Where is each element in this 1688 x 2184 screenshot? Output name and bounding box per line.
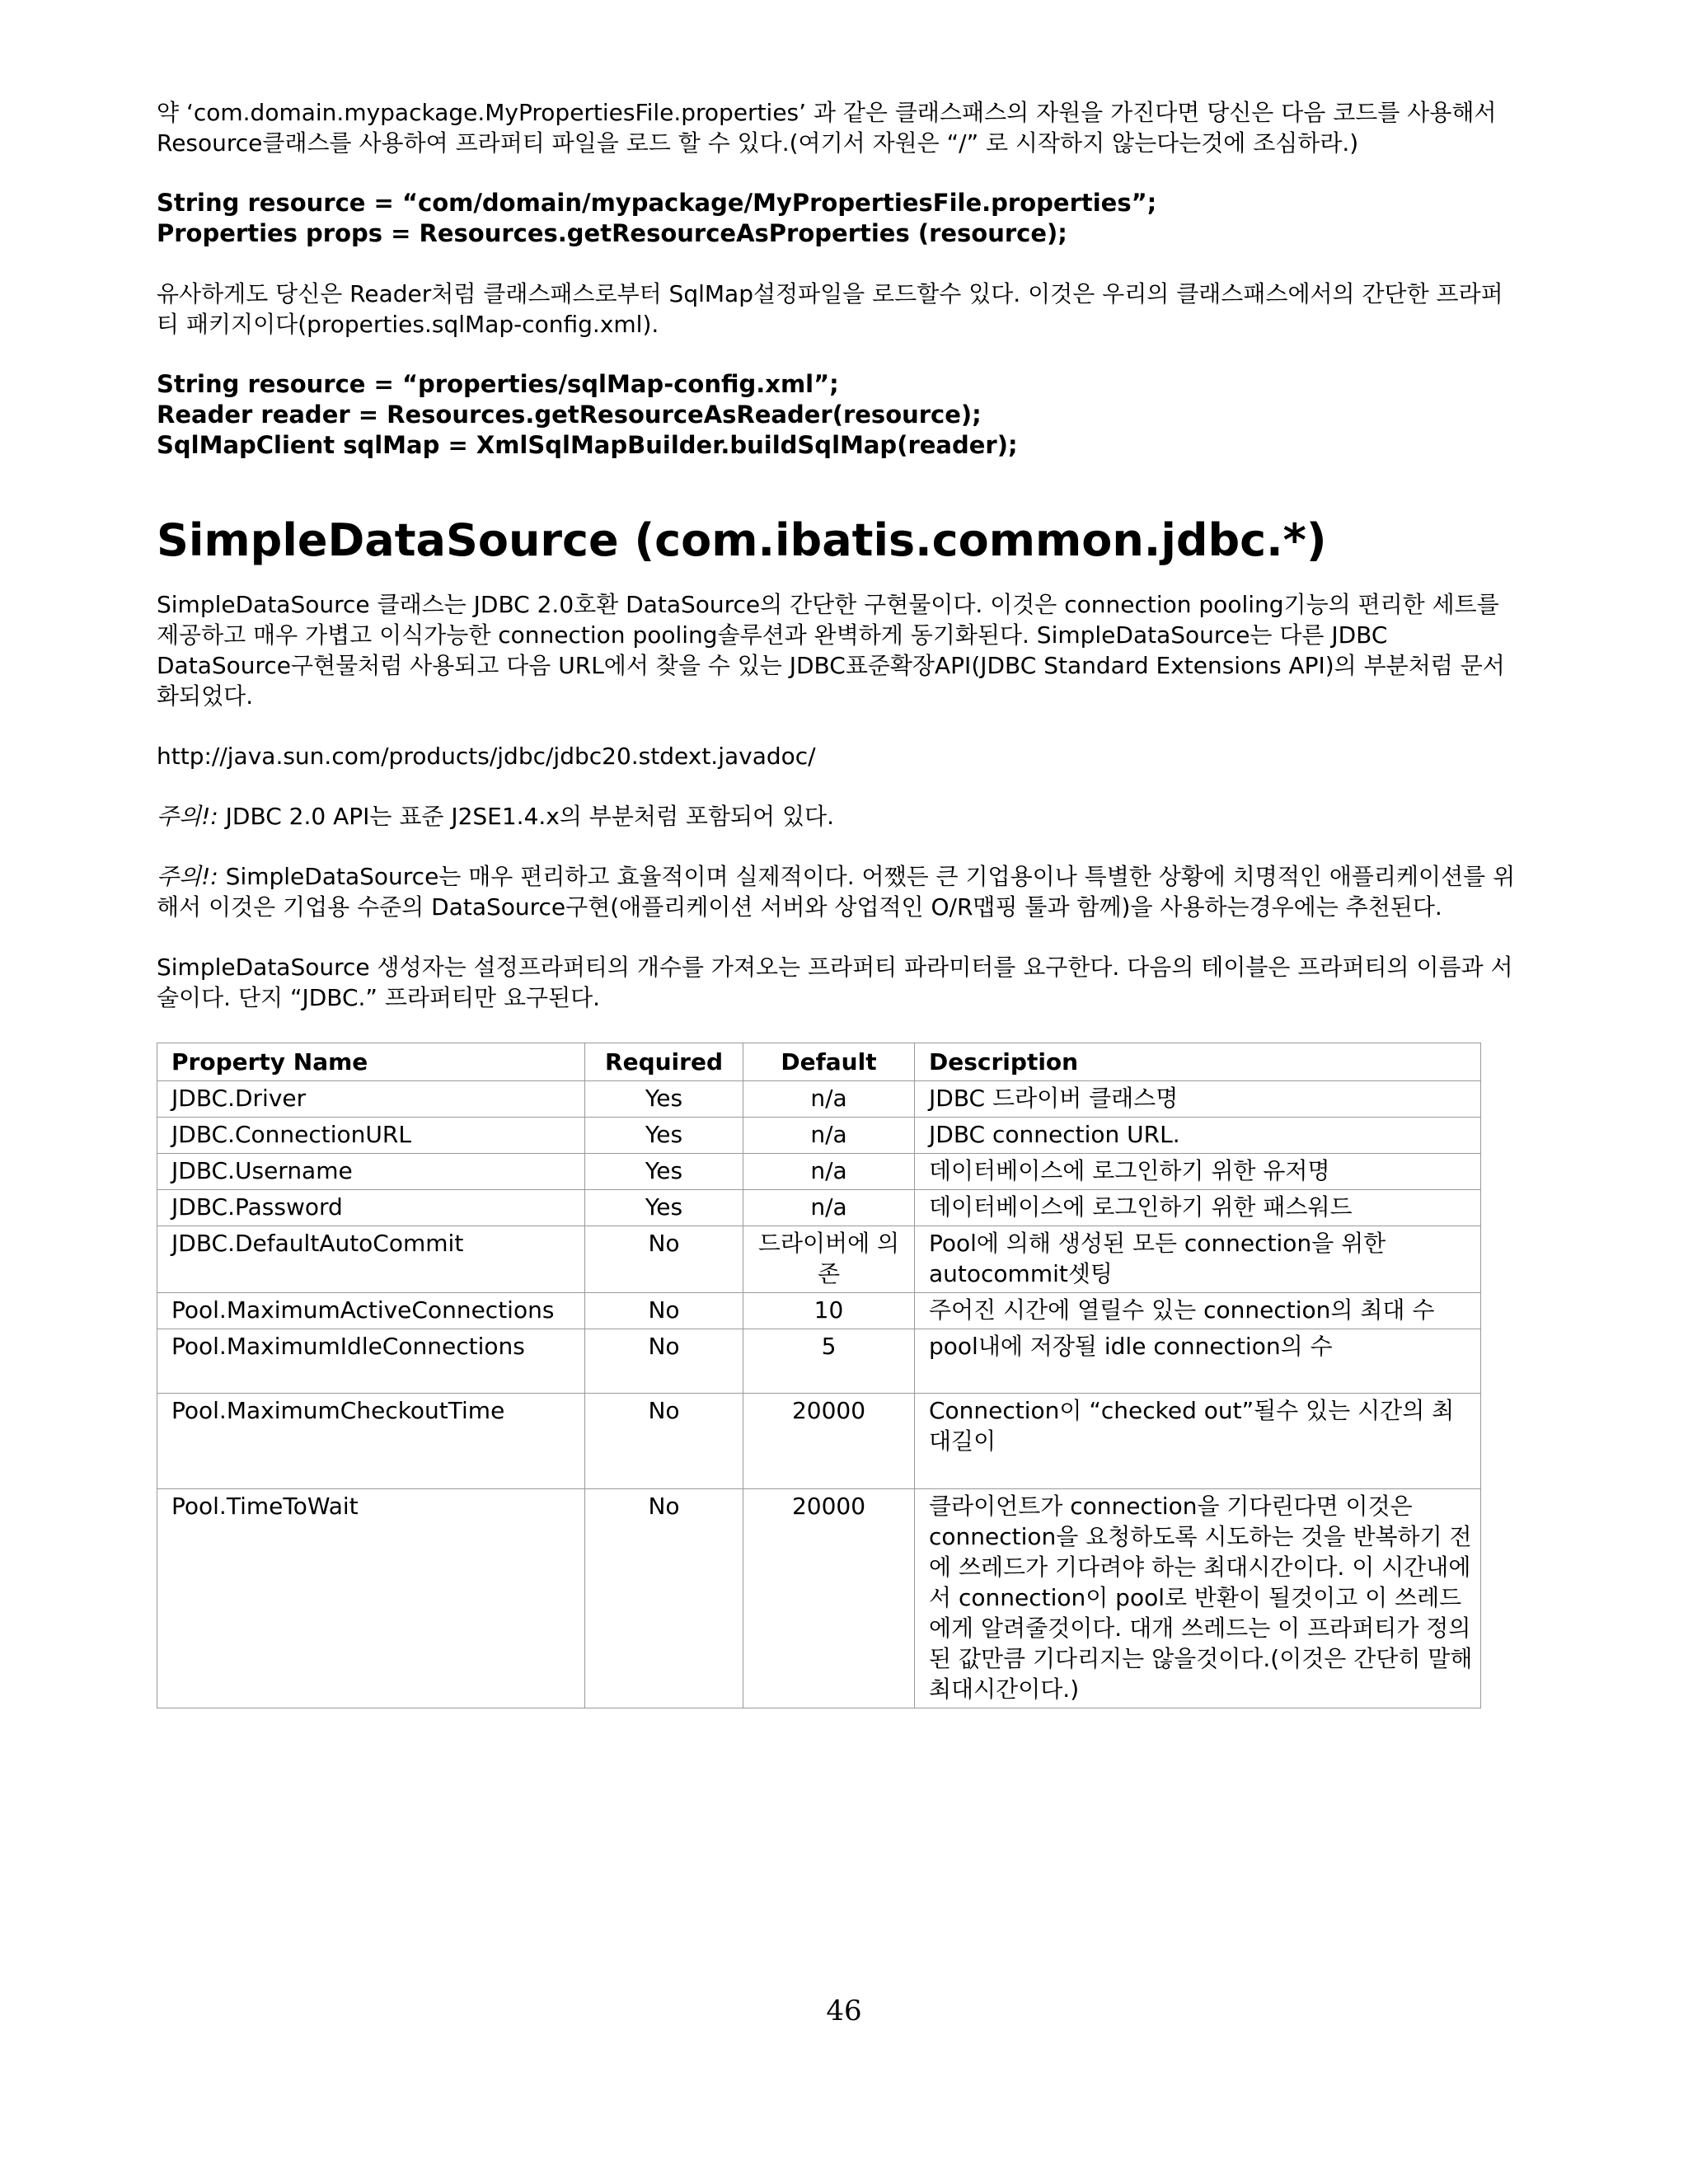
required-cell: Yes [585, 1118, 743, 1154]
table-row [157, 1394, 1481, 1489]
note-text: SimpleDataSource는 매우 편리하고 효율적이며 실제적이다. 어쨌든 큰 기업용이나 특별한 상황에 치명적인 애플리케이션를 위해서 이것은 기업용 수준의 DataSource구현(애플리케이션 서버와 상업적인 O/R맵핑 툴과 함께)을 사용하는경우에는 추천된다. [157, 863, 1516, 921]
note-2 [157, 861, 1525, 922]
required-cell: No [585, 1489, 743, 1708]
description-cell: Pool에 의해 생성된 모든 connection을 위한 autocommit셋팅 [915, 1226, 1481, 1293]
intro-paragraph: 약 ‘com.domain.mypackage.MyPropertiesFile.properties’ 과 같은 클래스패스의 자원을 가진다면 당신은 다음 코드를 사용해서 Resource클래스를 사용하여 프라퍼티 파일을 로드 할 수 있다.(여기서 자원은 “/” 로 시작하지 않는다는것에 조심하라.) [157, 99, 1497, 157]
table-row [157, 1329, 1481, 1394]
section-paragraph-last: SimpleDataSource 생성자는 설정프라퍼티의 개수를 가져오는 프라퍼티 파라미터를 요구한다. 다음의 테이블은 프라퍼티의 이름과 서술이다. 단지 “JDBC.” 프라퍼티만 요구된다. [157, 954, 1513, 1011]
note-label: 주의!: [157, 803, 218, 830]
default-cell: 5 [743, 1329, 915, 1394]
table-row [157, 1190, 1481, 1226]
property-name-cell: Pool.MaximumActiveConnections [157, 1293, 585, 1329]
required-cell: Yes [585, 1154, 743, 1190]
code-line: Properties props = Resources.getResourceAsProperties (resource); [157, 219, 1067, 247]
table-row [157, 1489, 1481, 1708]
code-line: SqlMapClient sqlMap = XmlSqlMapBuilder.buildSqlMap(reader); [157, 431, 1018, 459]
note-text: JDBC 2.0 API는 표준 J2SE1.4.x의 부분처럼 포함되어 있다. [218, 803, 834, 830]
default-cell: 20000 [743, 1394, 915, 1489]
table-row [157, 1081, 1481, 1118]
description-cell: JDBC connection URL. [915, 1118, 1481, 1154]
note-label: 주의!: [157, 863, 218, 890]
property-name-cell: Pool.MaximumIdleConnections [157, 1329, 585, 1394]
section-title: SimpleDataSource (com.ibatis.common.jdbc.*) [157, 514, 1327, 566]
description-cell: JDBC 드라이버 클래스명 [915, 1081, 1481, 1118]
table-row [157, 1226, 1481, 1293]
default-cell: 드라이버에 의존 [743, 1226, 915, 1293]
column-header: Default [743, 1043, 915, 1081]
column-header: Description [915, 1043, 1481, 1081]
description-cell: 클라이언트가 connection을 기다린다면 이것은 connection을 요청하도록 시도하는 것을 반복하기 전에 쓰레드가 기다려야 하는 최대시간이다. 이 시간내에서 connection이 pool로 반환이 될것이고 이 쓰레드에게 알려줄것이다. 대개 쓰레드는 이 프라퍼티가 정의된 값만큼 기다리지는 않을것이다.(이것은 간단히 말해 최대시간이다.) [915, 1489, 1481, 1708]
property-name-cell: JDBC.Username [157, 1154, 585, 1190]
property-name-cell: Pool.MaximumCheckoutTime [157, 1394, 585, 1489]
default-cell: 20000 [743, 1489, 915, 1708]
property-name-cell: JDBC.ConnectionURL [157, 1118, 585, 1154]
description-cell: 데이터베이스에 로그인하기 위한 유저명 [915, 1154, 1481, 1190]
table-row [157, 1118, 1481, 1154]
page-number: 46 [826, 1994, 862, 2027]
description-cell: 데이터베이스에 로그인하기 위한 패스워드 [915, 1190, 1481, 1226]
note-1 [157, 801, 1525, 832]
required-cell: No [585, 1329, 743, 1394]
property-name-cell: JDBC.Driver [157, 1081, 585, 1118]
table-row [157, 1293, 1481, 1329]
table-row [157, 1154, 1481, 1190]
section-paragraph: SimpleDataSource 클래스는 JDBC 2.0호환 DataSource의 간단한 구현물이다. 이것은 connection pooling기능의 편리한 세트를 제공하고 매우 가볍고 이식가능한 connection pooling솔루션과 완벽하게 동기화된다. SimpleDataSource는 다른 JDBC DataSource구현물처럼 사용되고 다음 URL에서 찾을 수 있는 JDBC표준확장API(JDBC Standard Extensions API)의 부분처럼 문서화되었다. [157, 591, 1505, 710]
description-cell: pool내에 저장될 idle connection의 수 [915, 1329, 1481, 1394]
required-cell: Yes [585, 1190, 743, 1226]
code-line: Reader reader = Resources.getResourceAsReader(resource); [157, 401, 982, 429]
required-cell: No [585, 1394, 743, 1489]
description-cell: Connection이 “checked out”될수 있는 시간의 최대길이 [915, 1394, 1481, 1489]
default-cell: n/a [743, 1081, 915, 1118]
property-name-cell: Pool.TimeToWait [157, 1489, 585, 1708]
column-header: Property Name [157, 1043, 585, 1081]
required-cell: Yes [585, 1081, 743, 1118]
description-cell: 주어진 시간에 열릴수 있는 connection의 최대 수 [915, 1293, 1481, 1329]
code-line: String resource = “com/domain/mypackage/MyPropertiesFile.properties”; [157, 189, 1157, 217]
default-cell: n/a [743, 1118, 915, 1154]
required-cell: No [585, 1293, 743, 1329]
default-cell: n/a [743, 1190, 915, 1226]
table-header-row [157, 1043, 1481, 1081]
reference-url: http://java.sun.com/products/jdbc/jdbc20.stdext.javadoc/ [157, 743, 816, 770]
default-cell: 10 [743, 1293, 915, 1329]
default-cell: n/a [743, 1154, 915, 1190]
code-line: String resource = “properties/sqlMap-config.xml”; [157, 370, 839, 398]
property-name-cell: JDBC.Password [157, 1190, 585, 1226]
property-name-cell: JDBC.DefaultAutoCommit [157, 1226, 585, 1293]
intro-paragraph-2: 유사하게도 당신은 Reader처럼 클래스패스로부터 SqlMap설정파일을 로드할수 있다. 이것은 우리의 클래스패스에서의 간단한 프라퍼티 패키지이다(properties.sqlMap-config.xml). [157, 280, 1503, 338]
column-header: Required [585, 1043, 743, 1081]
properties-table [157, 1043, 1481, 1708]
required-cell: No [585, 1226, 743, 1293]
document-page [157, 97, 1525, 1708]
